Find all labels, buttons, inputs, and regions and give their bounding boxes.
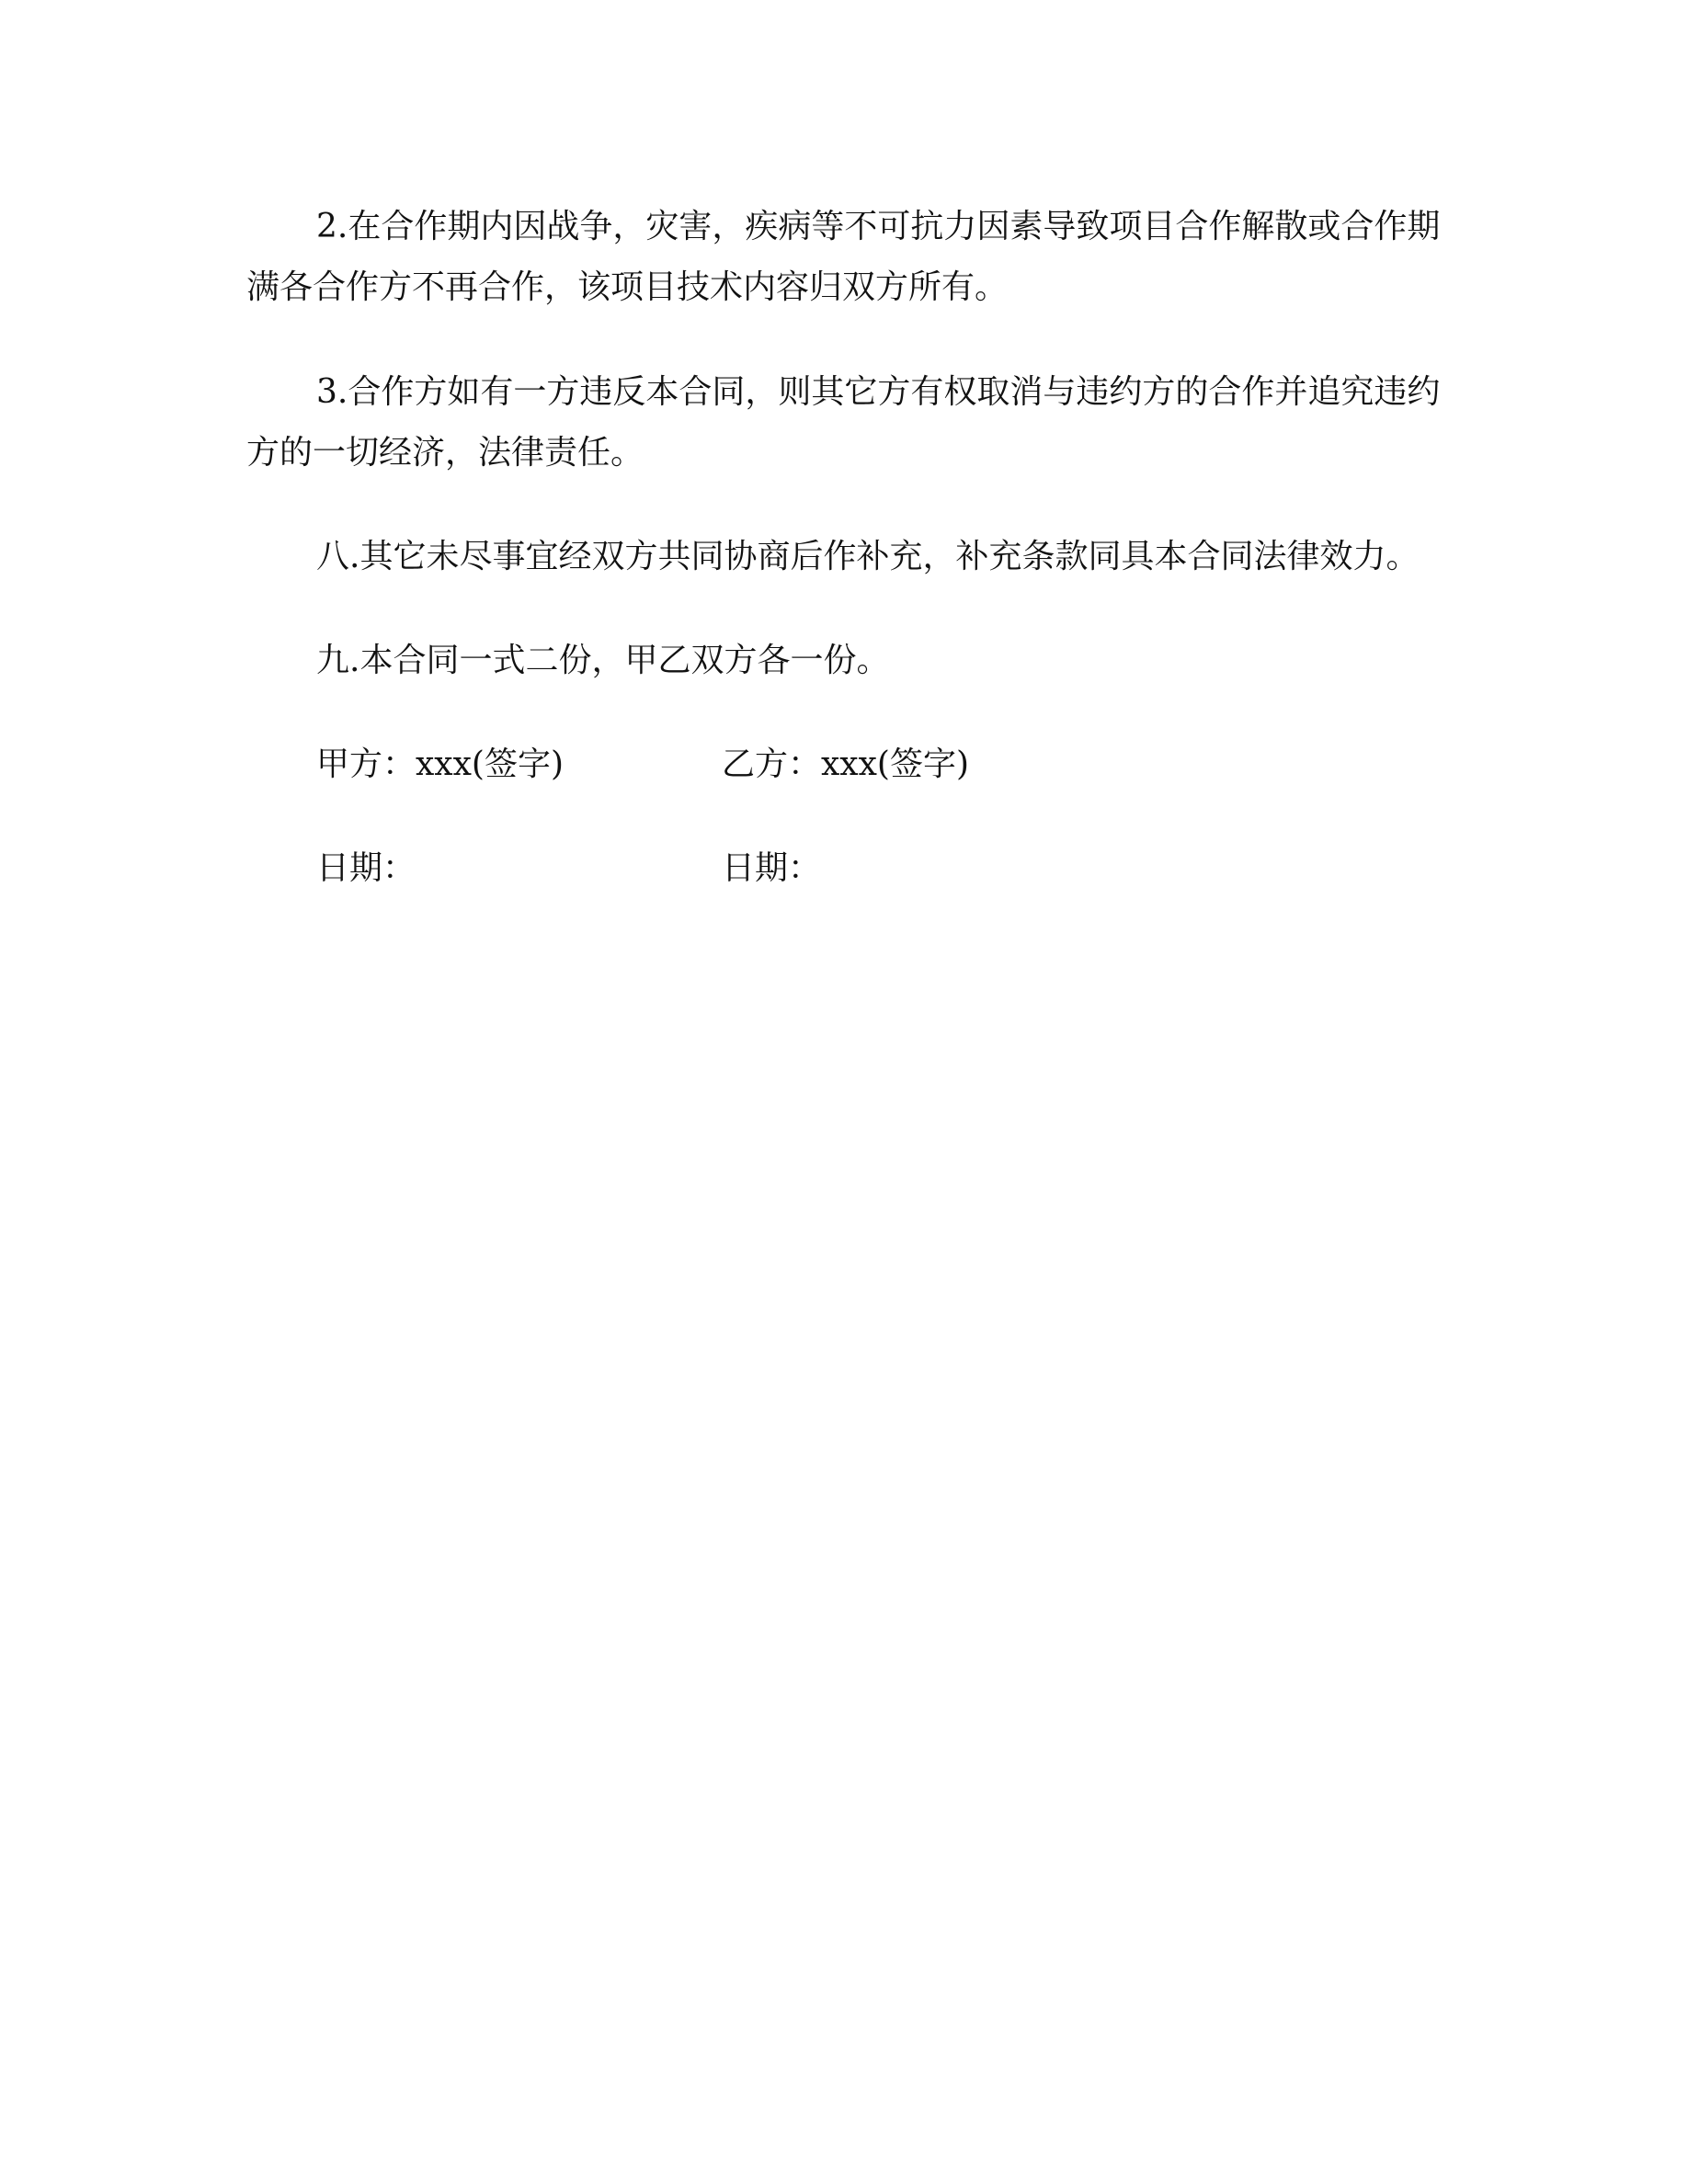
clause-breach: 3.合作方如有一方违反本合同，则其它方有权取消与违约方的合作并追究违约方的一切经济，法律责任。 [246,373,1441,472]
party-a-date: 日期： [316,849,416,887]
clause-copies: 九.本合同一式二份，甲乙双方各一份。 [316,642,890,679]
signature-row [246,734,1442,795]
date-row [246,838,1442,899]
document-body [246,197,1442,942]
clause-force-majeure: 2.在合作期内因战争，灾害，疾病等不可抗力因素导致项目合作解散或合作期满各合作方不再合作，该项目技术内容归双方所有。 [246,208,1441,306]
party-b-signature: 乙方：xxx(签字) [722,745,969,783]
clause-supplement: 八.其它未尽事宜经双方共同协商后作补充，补充条款同具本合同法律效力。 [316,538,1420,575]
party-b-date: 日期： [722,849,822,887]
party-a-signature: 甲方：xxx(签字) [316,745,564,783]
